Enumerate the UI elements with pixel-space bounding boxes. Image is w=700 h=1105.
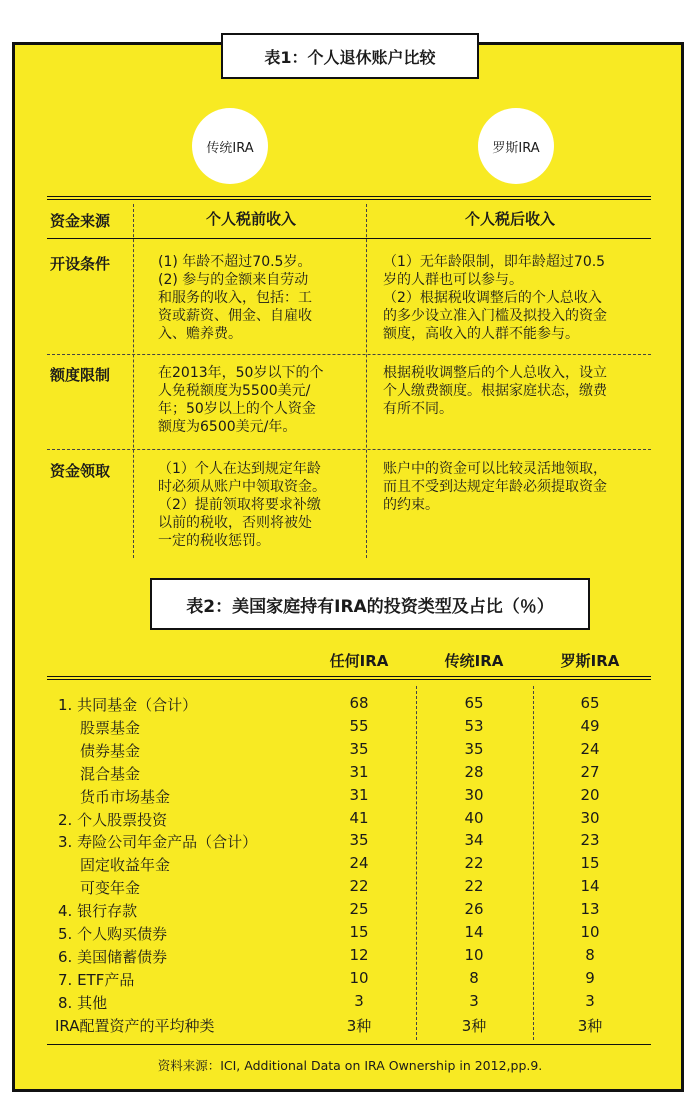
table1-cell-traditional [158, 460, 326, 550]
table2-value: 24 [580, 739, 600, 758]
table1-cell-roth [383, 253, 607, 343]
table2-value: 3 [469, 991, 479, 1010]
table2-value: 13 [580, 900, 600, 919]
cell-line: （2）提前领取将要求补缴 [158, 497, 321, 513]
table2-value: 10 [580, 923, 600, 941]
table2-row [0, 969, 700, 992]
table2-row [0, 992, 700, 1015]
cell-line: （1）无年龄限制，即年龄超过70.5 [383, 254, 606, 270]
row-divider [47, 449, 651, 450]
table2-row-label: 债券基金 [80, 741, 141, 760]
table2-value: 41 [349, 808, 369, 827]
cell-line: 额度，高收入的人群不能参与。 [383, 326, 579, 342]
table1-title: 表1：个人退休账户比较 [221, 33, 479, 79]
cell-line: 的约束。 [383, 497, 439, 513]
cell-line: 有所不同。 [383, 401, 453, 417]
table1-cell-traditional [158, 364, 323, 436]
table2-value: 3种 [461, 1016, 487, 1035]
table2-row [0, 946, 700, 969]
table2-row [0, 809, 700, 832]
table2-value: 35 [349, 739, 369, 758]
table2-value: 8 [469, 968, 479, 987]
table2-value: 65 [464, 694, 484, 712]
table2-value: 26 [464, 900, 484, 919]
table1-row-label: 开设条件 [50, 255, 111, 273]
table2-value: 8 [585, 945, 595, 964]
table2-row [0, 900, 700, 923]
cell-line: 个人缴费额度。根据家庭状态，缴费 [383, 383, 607, 399]
table2-row [0, 854, 700, 877]
table2-value: 23 [580, 831, 600, 850]
table1-cell-traditional [158, 253, 312, 343]
table1-cell-traditional [136, 210, 366, 228]
cell-line: 个人税后收入 [464, 210, 555, 228]
table2-row-label: 3. 寿险公司年金产品（合计） [58, 833, 258, 852]
table2-value: 3种 [346, 1016, 372, 1035]
table2-value: 14 [464, 923, 484, 941]
col-divider [366, 204, 367, 558]
table2-value: 12 [349, 945, 369, 964]
cell-line: 一定的税收惩罚。 [158, 533, 270, 549]
table2-value: 10 [464, 945, 484, 964]
table2-value: 31 [349, 762, 369, 781]
table2-title: 表2：美国家庭持有IRA的投资类型及占比（％） [150, 578, 590, 630]
cell-line: 入、赡养费。 [158, 326, 242, 342]
cell-line: 根据税收调整后的个人总收入，设立 [383, 365, 607, 381]
table2-row-label: 货币市场基金 [80, 787, 171, 806]
cell-line: 资或薪资、佣金、自雇收 [158, 308, 312, 324]
table1-cell-roth [383, 364, 607, 418]
cell-line: 以前的税收，否则将被处 [158, 515, 312, 531]
table2-row-label: 8. 其他 [58, 993, 108, 1012]
table1-row-label: 资金领取 [50, 462, 111, 480]
cell-line: 额度为6500美元/年。 [158, 419, 297, 435]
table2-value: 22 [464, 877, 484, 896]
cell-line: 和服务的收入，包括：工 [158, 290, 312, 306]
table2-value: 49 [580, 716, 600, 735]
cell-line: 年；50岁以上的个人资金 [158, 401, 316, 417]
table2-row [0, 831, 700, 854]
table2-value: 28 [464, 762, 484, 781]
table2-row [0, 763, 700, 786]
table2-bottom-rule [47, 1044, 651, 1045]
cell-line: 账户中的资金可以比较灵活地领取， [383, 461, 607, 477]
cell-line: 个人税前收入 [205, 210, 296, 228]
table2-value: 68 [349, 694, 369, 712]
table2-value: 15 [349, 923, 369, 941]
table2-row [0, 786, 700, 809]
table2-value: 30 [464, 785, 484, 804]
cell-line: (2) 参与的金额来自劳动 [158, 272, 309, 288]
table2-value: 30 [580, 808, 600, 827]
table2-col-any-ira: 任何IRA [329, 652, 389, 670]
table2-value: 14 [580, 877, 600, 896]
table2-value: 15 [580, 854, 600, 873]
cell-line: 岁的人群也可以参与。 [383, 272, 523, 288]
table2-header-rule [47, 676, 651, 680]
table2-row-label: 固定收益年金 [80, 856, 171, 875]
table1-row-label: 资金来源 [50, 212, 111, 230]
table2-value: 55 [349, 716, 369, 735]
table2-value: 27 [580, 762, 600, 781]
table2-row [0, 1015, 700, 1038]
table1-row-label: 额度限制 [50, 366, 111, 384]
table2-row [0, 740, 700, 763]
cell-line: 人免税额度为5500美元/ [158, 383, 311, 399]
table1-cell-roth [383, 460, 607, 514]
table2-col-roth-ira: 罗斯IRA [560, 652, 620, 670]
row-divider [47, 354, 651, 355]
table2-row [0, 694, 700, 717]
table2-value: 31 [349, 785, 369, 804]
table2-row [0, 923, 700, 946]
cell-line: （1）个人在达到规定年龄 [158, 461, 321, 477]
table2-col-traditional-ira: 传统IRA [444, 652, 504, 670]
col-roth-ira: 罗斯IRA [478, 108, 554, 184]
table2-value: 3 [585, 991, 595, 1010]
table2-row-label: 5. 个人购买债券 [58, 925, 168, 943]
table2-value: 22 [464, 854, 484, 873]
cell-line: 在2013年，50岁以下的个 [158, 365, 324, 381]
table2-row [0, 717, 700, 740]
table2-value: 35 [464, 739, 484, 758]
cell-line: （2）根据税收调整后的个人总收入 [383, 290, 602, 306]
table2-value: 9 [585, 968, 595, 987]
source-note: 资料来源：ICI, Additional Data on IRA Ownership in 2012,pp.9. [157, 1058, 543, 1073]
cell-line: 而且不受到达规定年龄必须提取资金 [383, 479, 607, 495]
table2-row-label: 2. 个人股票投资 [58, 810, 168, 829]
table2-row [0, 877, 700, 900]
table2-value: 40 [464, 808, 484, 827]
table2-value: 65 [580, 694, 600, 712]
table1-top-rule [47, 196, 651, 200]
table2-value: 20 [580, 785, 600, 804]
cell-line: (1) 年龄不超过70.5岁。 [158, 254, 312, 270]
table2-row-label: 4. 银行存款 [58, 902, 138, 921]
table1-header-rule [47, 238, 651, 239]
table2-row-label: 1. 共同基金（合计） [58, 696, 198, 714]
table2-row-label: 7. ETF产品 [58, 970, 135, 989]
table2-value: 3种 [577, 1016, 603, 1035]
table2-row-label: 股票基金 [80, 718, 141, 737]
col-divider [133, 204, 134, 558]
table2-value: 24 [349, 854, 369, 873]
table2-row-label: 混合基金 [80, 764, 141, 783]
table1-cell-roth [368, 210, 652, 228]
cell-line: 的多少设立准入门槛及拟投入的资金 [383, 308, 607, 324]
table2-value: 34 [464, 831, 484, 850]
table2-value: 3 [354, 991, 364, 1010]
table2-row-label: 可变年金 [80, 879, 141, 898]
col-traditional-ira: 传统IRA [192, 108, 268, 184]
table2-row-label: IRA配置资产的平均种类 [55, 1016, 215, 1035]
table2-value: 53 [464, 716, 484, 735]
table2-value: 35 [349, 831, 369, 850]
table2-value: 25 [349, 900, 369, 919]
table2-row-label: 6. 美国储蓄债券 [58, 947, 168, 966]
cell-line: 时必须从账户中领取资金。 [158, 479, 326, 495]
table2-value: 22 [349, 877, 369, 896]
table2-value: 10 [349, 968, 369, 987]
